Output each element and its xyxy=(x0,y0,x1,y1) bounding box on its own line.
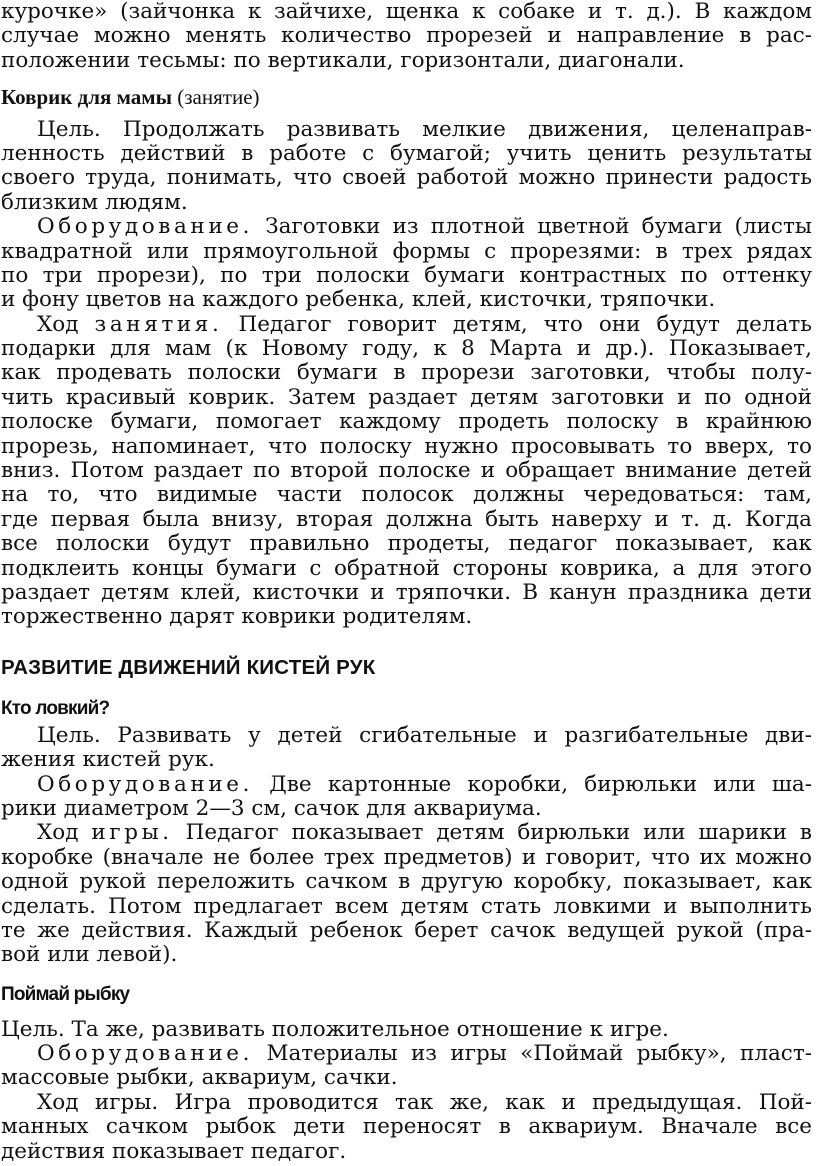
text-line: своего труда, понимать, что своей работой можно принести радость xyxy=(1,166,812,191)
text-line: Ход занятия. Педагог говорит детям, что они будут делать xyxy=(37,312,812,337)
top-paragraph xyxy=(1,0,812,73)
heading-poymay-rybku: Поймай рыбку xyxy=(1,983,130,1005)
text-line: ленность действий в работе с бумагой; учить ценить результаты xyxy=(1,141,812,166)
text-line: действия показывает педагог. xyxy=(1,1139,347,1164)
equipment-label: Оборудование. xyxy=(37,1042,254,1067)
text-line: Оборудование. Заготовки из плотной цветной бумаги (листы xyxy=(37,215,812,240)
text-line: положении тесьмы: по вертикали, горизонтали, диагонали. xyxy=(1,48,685,73)
kovrik-goal xyxy=(1,118,812,216)
text-line: случае можно менять количество прорезей и направление в рас- xyxy=(1,24,812,49)
text-line: и фону цветов на каждого ребенка, клей, кисточки, тряпочки. xyxy=(1,288,716,313)
text-line: где первая была внизу, вторая должна быть наверху и т. д. Когда xyxy=(1,507,812,532)
text-line: близким людям. xyxy=(1,190,188,215)
heading-kovrik xyxy=(1,85,812,109)
equipment-label: Оборудование. xyxy=(37,215,254,240)
course-label: Ход xyxy=(37,821,79,846)
text-line: подклеить концы бумаги с обратной стороны коврика, а для этого xyxy=(1,556,812,581)
text-line: одной рукой переложить сачком в другую коробку, показывает, как xyxy=(1,870,812,895)
text-line: все полоски будут правильно продеты, педагог показывает, как xyxy=(1,532,812,557)
text-line: Оборудование. Материалы из игры «Поймай рыбку», пласт- xyxy=(37,1042,812,1067)
text-line: на то, что видимые части полосок должны чередоваться: там, xyxy=(1,483,812,508)
poymay-rybku-equipment xyxy=(1,1042,812,1091)
equipment-label: Оборудование. xyxy=(37,772,254,797)
text-line: Цель. Продолжать развивать мелкие движения, целенаправ- xyxy=(37,117,812,142)
text-line: Цель. Развивать у детей сгибательные и разгибательные дви- xyxy=(37,723,812,748)
text-line: вой или левой). xyxy=(1,943,178,968)
text-line: как продевать полоски бумаги в прорези заготовки, чтобы полу- xyxy=(1,361,812,386)
kto-lovkiy-equipment xyxy=(1,773,812,822)
kovrik-course xyxy=(1,313,812,630)
text-line: вниз. Потом раздает по второй полоске и обращает внимание детей xyxy=(1,459,812,484)
course-label-spaced: занятия. xyxy=(94,312,223,337)
text-line: по три прорези), по три полоски бумаги контрастных по оттенку xyxy=(1,263,812,288)
text-line: прорезь, напоминает, что полоску нужно просовывать то вверх, то xyxy=(1,434,812,459)
text-line: сделать. Потом предлагает всем детям стать ловкими и выполнить xyxy=(1,894,812,919)
poymay-rybku-course xyxy=(1,1091,812,1164)
section-title: РАЗВИТИЕ ДВИЖЕНИЙ КИСТЕЙ РУК xyxy=(1,655,376,679)
text-line: жения кистей рук. xyxy=(1,748,215,773)
text-line: торжественно дарят коврики родителям. xyxy=(1,605,473,630)
kto-lovkiy-goal xyxy=(1,724,812,773)
text-line: курочке» (зайчонка к зайчихе, щенка к собаке и т. д.). В каждом xyxy=(1,0,812,24)
text-line: Ход игры. Игра проводится так же, как и предыдущая. Пой- xyxy=(37,1090,812,1115)
text-line: рики диаметром 2—3 см, сачок для аквариума. xyxy=(1,796,542,821)
text-line: подарки для мам (к Новому году, к 8 Марта и др.). Показывает, xyxy=(1,337,812,362)
heading-kovrik-title: Коврик для мамы xyxy=(1,85,173,110)
course-label: Ход xyxy=(37,312,79,337)
heading-kovrik-note: (занятие) xyxy=(177,85,260,110)
text-line: раздает детям клей, кисточки и тряпочки. В канун праздника дети xyxy=(1,580,812,605)
text-line: чить красивый коврик. Затем раздает детям заготовки и по одной xyxy=(1,385,812,410)
text-line: манных сачком рыбок дети переносят в аквариум. Вначале все xyxy=(1,1115,812,1140)
text-line: полоске бумаги, помогает каждому продеть полоску в крайнюю xyxy=(1,410,812,435)
text-line: те же действия. Каждый ребенок берет сачок ведущей рукой (пра- xyxy=(1,918,812,943)
text-line: Оборудование. Две картонные коробки, бирюльки или ша- xyxy=(37,772,812,797)
text-line: Ход игры. Педагог показывает детям бирюльки или шарики в xyxy=(37,821,812,846)
text-line: массовые рыбки, аквариум, сачки. xyxy=(1,1066,398,1091)
kto-lovkiy-course xyxy=(1,821,812,967)
text-line: квадратной или прямоугольной формы с прорезями: в трех рядах xyxy=(1,239,812,264)
course-label-spaced: игры. xyxy=(91,821,173,846)
text-line: Цель. Та же, развивать положительное отношение к игре. xyxy=(1,1017,669,1042)
heading-kto-lovkiy: Кто ловкий? xyxy=(1,697,110,719)
text-line: коробке (вначале не более трех предметов) и говорит, что их можно xyxy=(1,845,812,870)
kovrik-equipment xyxy=(1,215,812,313)
